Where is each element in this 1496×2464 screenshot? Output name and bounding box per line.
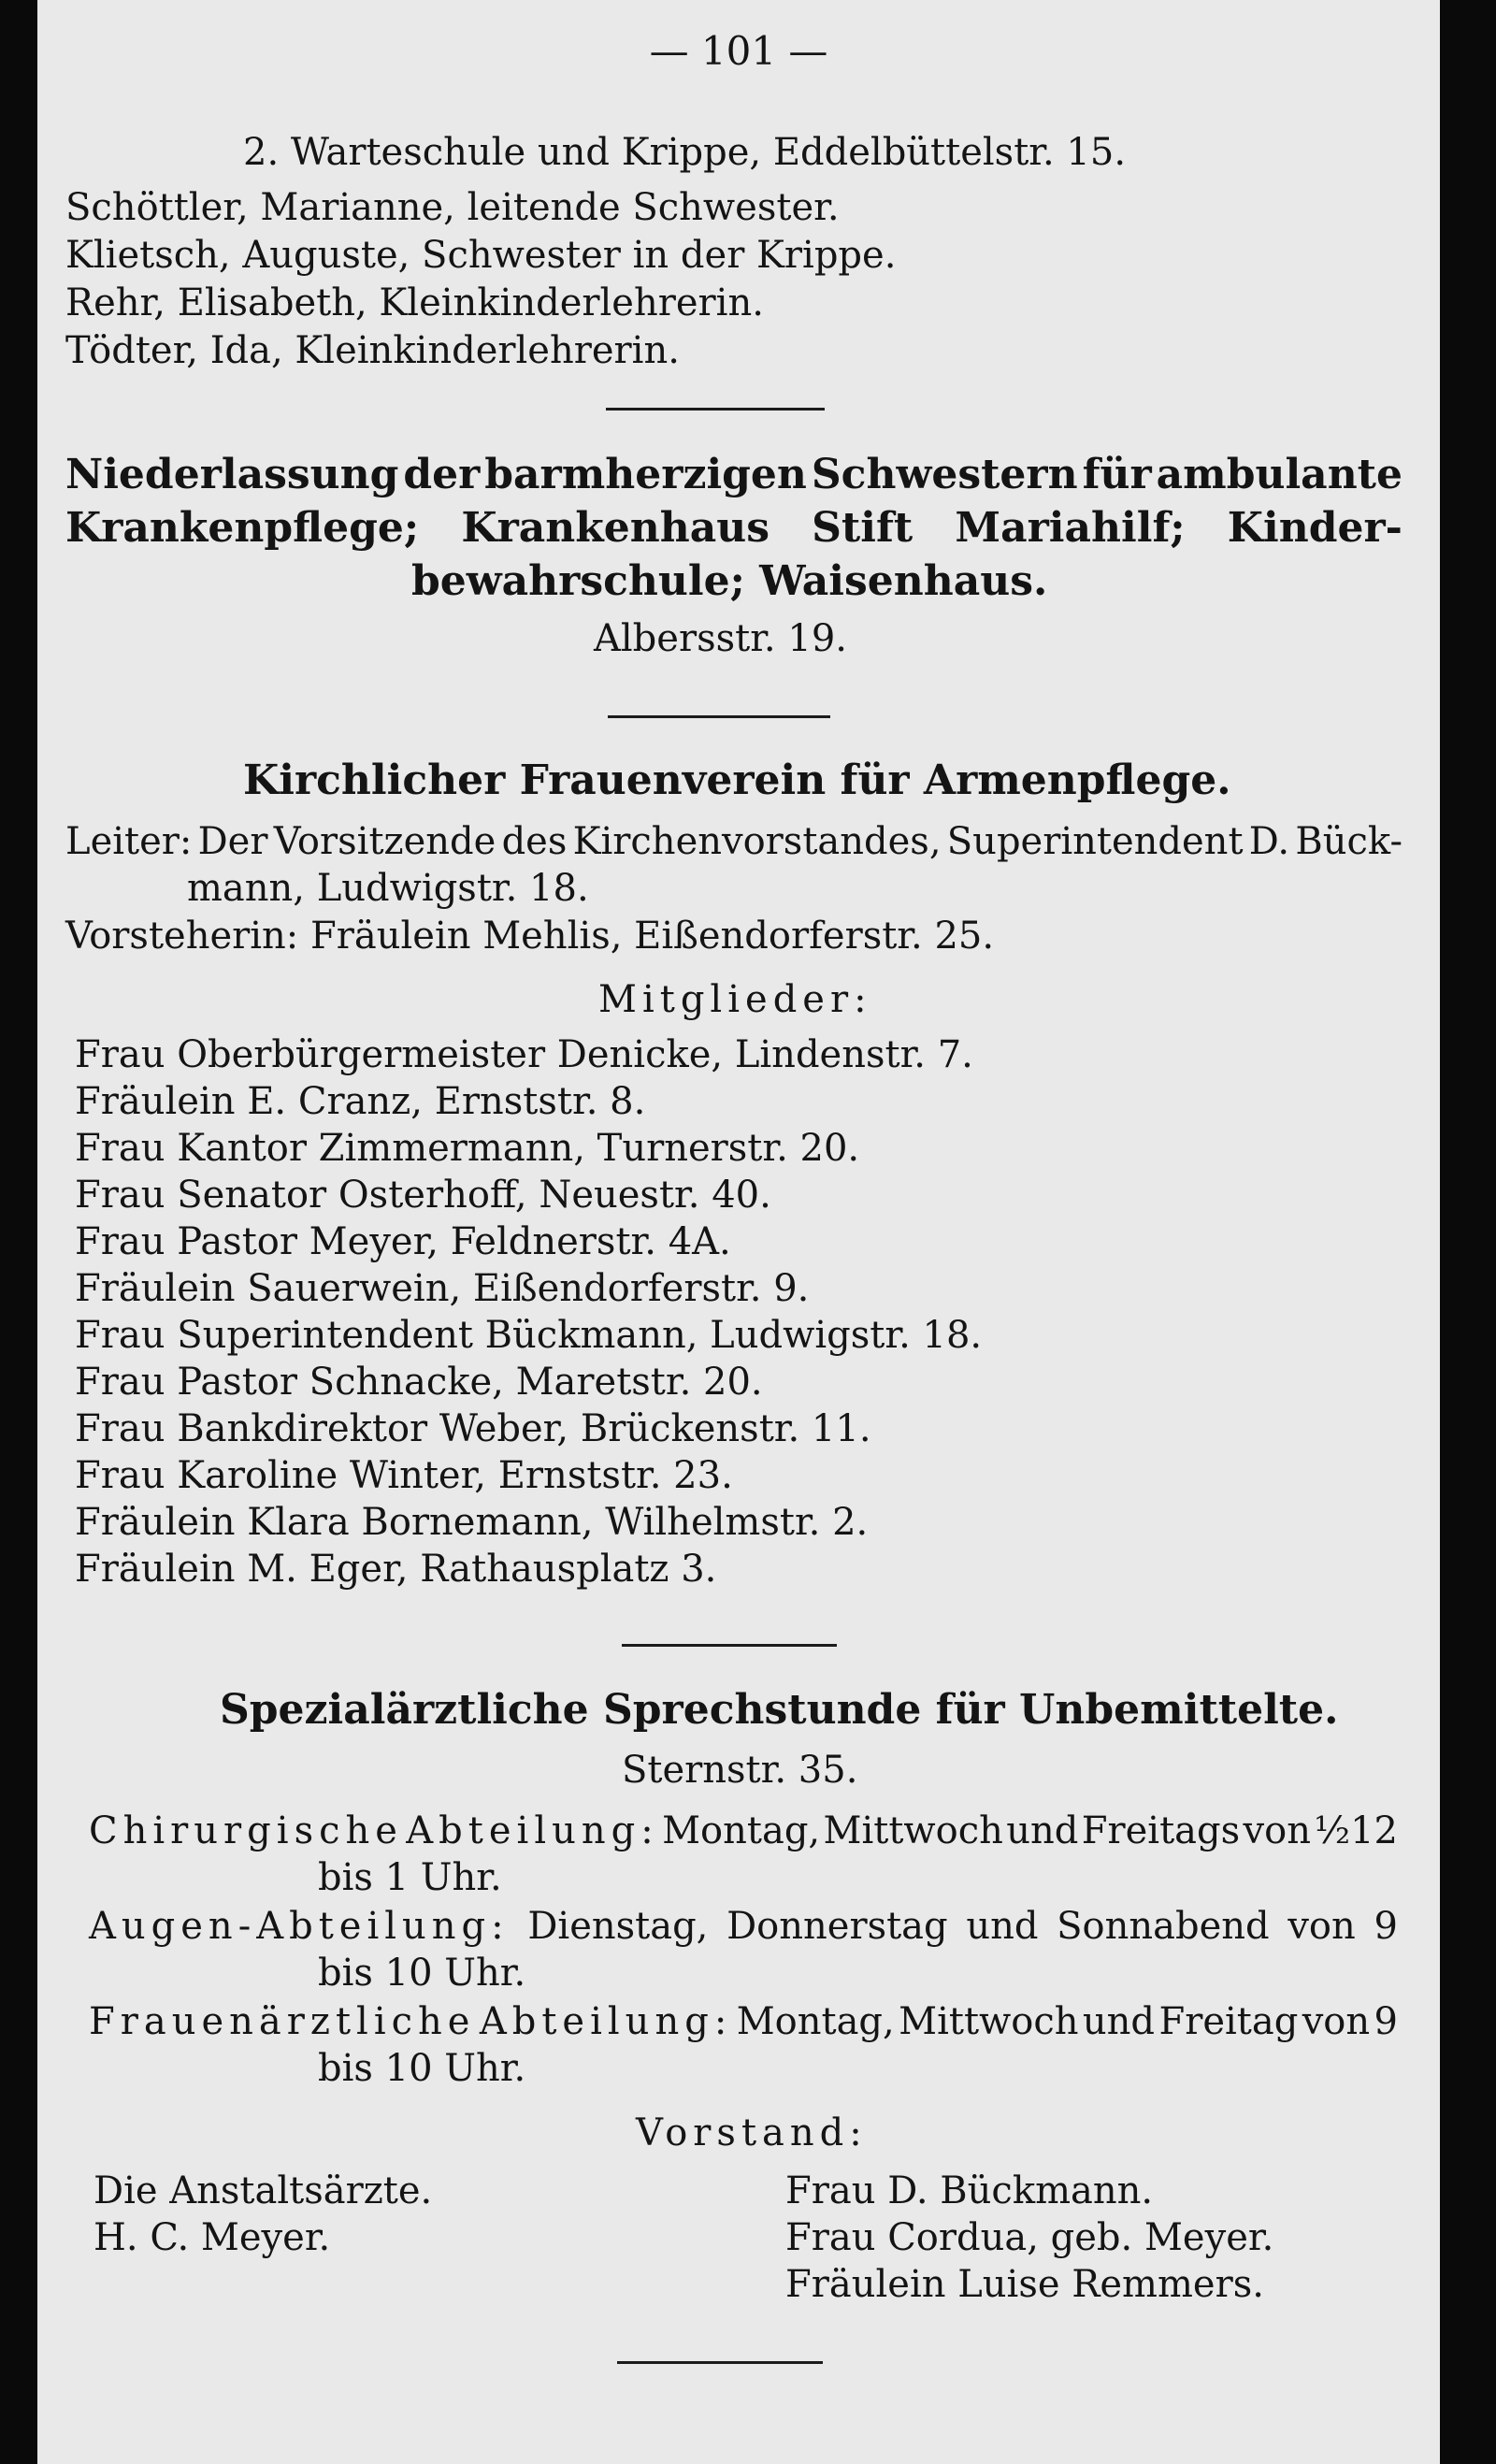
heading-word: ambulante: [1156, 451, 1402, 498]
text-word: des: [501, 820, 568, 863]
member-item: Fräulein M. Eger, Rathausplatz 3.: [75, 1548, 717, 1591]
member-item: Fräulein Klara Bornemann, Wilhelmstr. 2.: [75, 1501, 869, 1544]
section-divider: [608, 715, 830, 718]
text-word: Mittwoch: [899, 2000, 1079, 2043]
text-word: ½12: [1314, 1809, 1398, 1852]
heading-word: Niederlassung: [65, 451, 399, 498]
member-item: Frau Karoline Winter, Ernststr. 23.: [75, 1454, 733, 1497]
text-word: von: [1302, 2000, 1371, 2043]
list-item: Schöttler, Marianne, leitende Schwester.: [65, 186, 840, 229]
member-item: Frau Bankdirektor Weber, Brückenstr. 11.: [75, 1407, 871, 1450]
vorstand-left-item: H. C. Meyer.: [94, 2216, 331, 2259]
member-item: Frau Superintendent Bückmann, Ludwigstr. 18.: [75, 1314, 983, 1357]
text-word: Freitags: [1081, 1809, 1241, 1852]
page-number: — 101 —: [649, 28, 828, 74]
sprechstunde-address: Sternstr. 35.: [622, 1749, 858, 1792]
heading-word: Stift: [812, 504, 913, 552]
frauen-line1: [89, 1998, 1398, 2045]
text-word: Der: [197, 820, 268, 863]
heading-word: der: [403, 451, 481, 498]
text-word: Leiter:: [65, 820, 193, 863]
augen-line2: bis 10 Uhr.: [318, 1952, 526, 1995]
leiter-line2: mann, Ludwigstr. 18.: [187, 867, 589, 910]
text-word: Sonnabend: [1057, 1905, 1270, 1948]
text-word: Vorsitzende: [273, 820, 496, 863]
heading-word: Schwestern: [811, 451, 1078, 498]
text-word: und: [1006, 1809, 1079, 1852]
text-word: Donnerstag: [726, 1905, 948, 1948]
text-word: Freitag: [1158, 2000, 1299, 2043]
member-item: Frau Pastor Meyer, Feldnerstr. 4A.: [75, 1220, 731, 1263]
text-word: Chirurgische: [89, 1809, 403, 1852]
leiter-line1: [65, 818, 1402, 865]
niederlassung-heading-line2: [65, 505, 1402, 552]
vorstand-left-item: Die Anstaltsärzte.: [94, 2169, 433, 2212]
text-word: Bück-: [1295, 820, 1402, 863]
niederlassung-heading-line3: bewahrschule; Waisenhaus.: [411, 557, 1048, 605]
member-item: Frau Senator Osterhoff, Neuestr. 40.: [75, 1174, 771, 1217]
section-divider: [622, 1644, 837, 1647]
text-word: Abteilung:: [406, 1809, 659, 1852]
chirurgie-line2: bis 1 Uhr.: [318, 1856, 502, 1899]
heading-word: für: [1082, 451, 1152, 498]
heading-word: barmherzigen: [484, 451, 807, 498]
section-divider: [617, 2361, 823, 2364]
frauen-line2: bis 10 Uhr.: [318, 2047, 526, 2090]
heading-word: Kinder-: [1227, 504, 1402, 552]
mitglieder-title: Mitglieder:: [598, 978, 872, 1021]
text-word: und: [1082, 2000, 1156, 2043]
list-item: Rehr, Elisabeth, Kleinkinderlehrerin.: [65, 281, 764, 324]
text-word: D.: [1248, 820, 1290, 863]
augen-line1: [89, 1903, 1398, 1950]
chirurgie-line1: [89, 1808, 1398, 1854]
sprechstunde-heading: Spezialärztliche Sprechstunde für Unbemittelte.: [220, 1686, 1339, 1734]
vorstand-right-item: Frau Cordua, geb. Meyer.: [785, 2216, 1274, 2259]
niederlassung-heading-line1: [65, 452, 1402, 498]
member-item: Fräulein E. Cranz, Ernststr. 8.: [75, 1080, 646, 1123]
member-item: Fräulein Sauerwein, Eißendorferstr. 9.: [75, 1267, 810, 1310]
section-divider: [606, 408, 825, 411]
text-word: von: [1243, 1809, 1311, 1852]
heading-word: Mariahilf;: [955, 504, 1186, 552]
text-word: 9: [1374, 1905, 1398, 1948]
book-page: [37, 0, 1440, 2464]
text-word: Kirchenvorstandes,: [572, 820, 942, 863]
niederlassung-address: Albersstr. 19.: [594, 617, 847, 660]
vorstand-right-item: Frau D. Bückmann.: [785, 2169, 1154, 2212]
member-item: Frau Oberbürgermeister Denicke, Lindenstr. 7.: [75, 1033, 973, 1076]
vorstand-title: Vorstand:: [636, 2111, 868, 2154]
text-word: Montag,: [736, 2000, 895, 2043]
text-word: Augen-Abteilung:: [89, 1905, 510, 1948]
text-word: Frauenärztliche: [89, 2000, 476, 2043]
warteschule-heading: 2. Warteschule und Krippe, Eddelbüttelstr. 15.: [243, 131, 1127, 174]
text-word: von: [1287, 1905, 1356, 1948]
heading-word: Krankenpflege;: [65, 504, 420, 552]
text-word: Dienstag,: [527, 1905, 709, 1948]
list-item: Klietsch, Auguste, Schwester in der Krippe.: [65, 234, 897, 277]
text-word: Mittwoch: [823, 1809, 1003, 1852]
member-item: Frau Kantor Zimmermann, Turnerstr. 20.: [75, 1127, 860, 1170]
vorsteherin-line: Vorsteherin: Fräulein Mehlis, Eißendorferstr. 25.: [65, 915, 995, 958]
text-word: und: [966, 1905, 1039, 1948]
list-item: Tödter, Ida, Kleinkinderlehrerin.: [65, 329, 680, 372]
heading-word: Krankenhaus: [461, 504, 770, 552]
text-word: 9: [1374, 2000, 1398, 2043]
text-word: Superintendent: [946, 820, 1244, 863]
member-item: Frau Pastor Schnacke, Maretstr. 20.: [75, 1361, 763, 1404]
frauenverein-heading: Kirchlicher Frauenverein für Armenpflege.: [243, 756, 1231, 804]
text-word: Abteilung:: [479, 2000, 733, 2043]
text-word: Montag,: [662, 1809, 821, 1852]
vorstand-right-item: Fräulein Luise Remmers.: [785, 2263, 1264, 2306]
